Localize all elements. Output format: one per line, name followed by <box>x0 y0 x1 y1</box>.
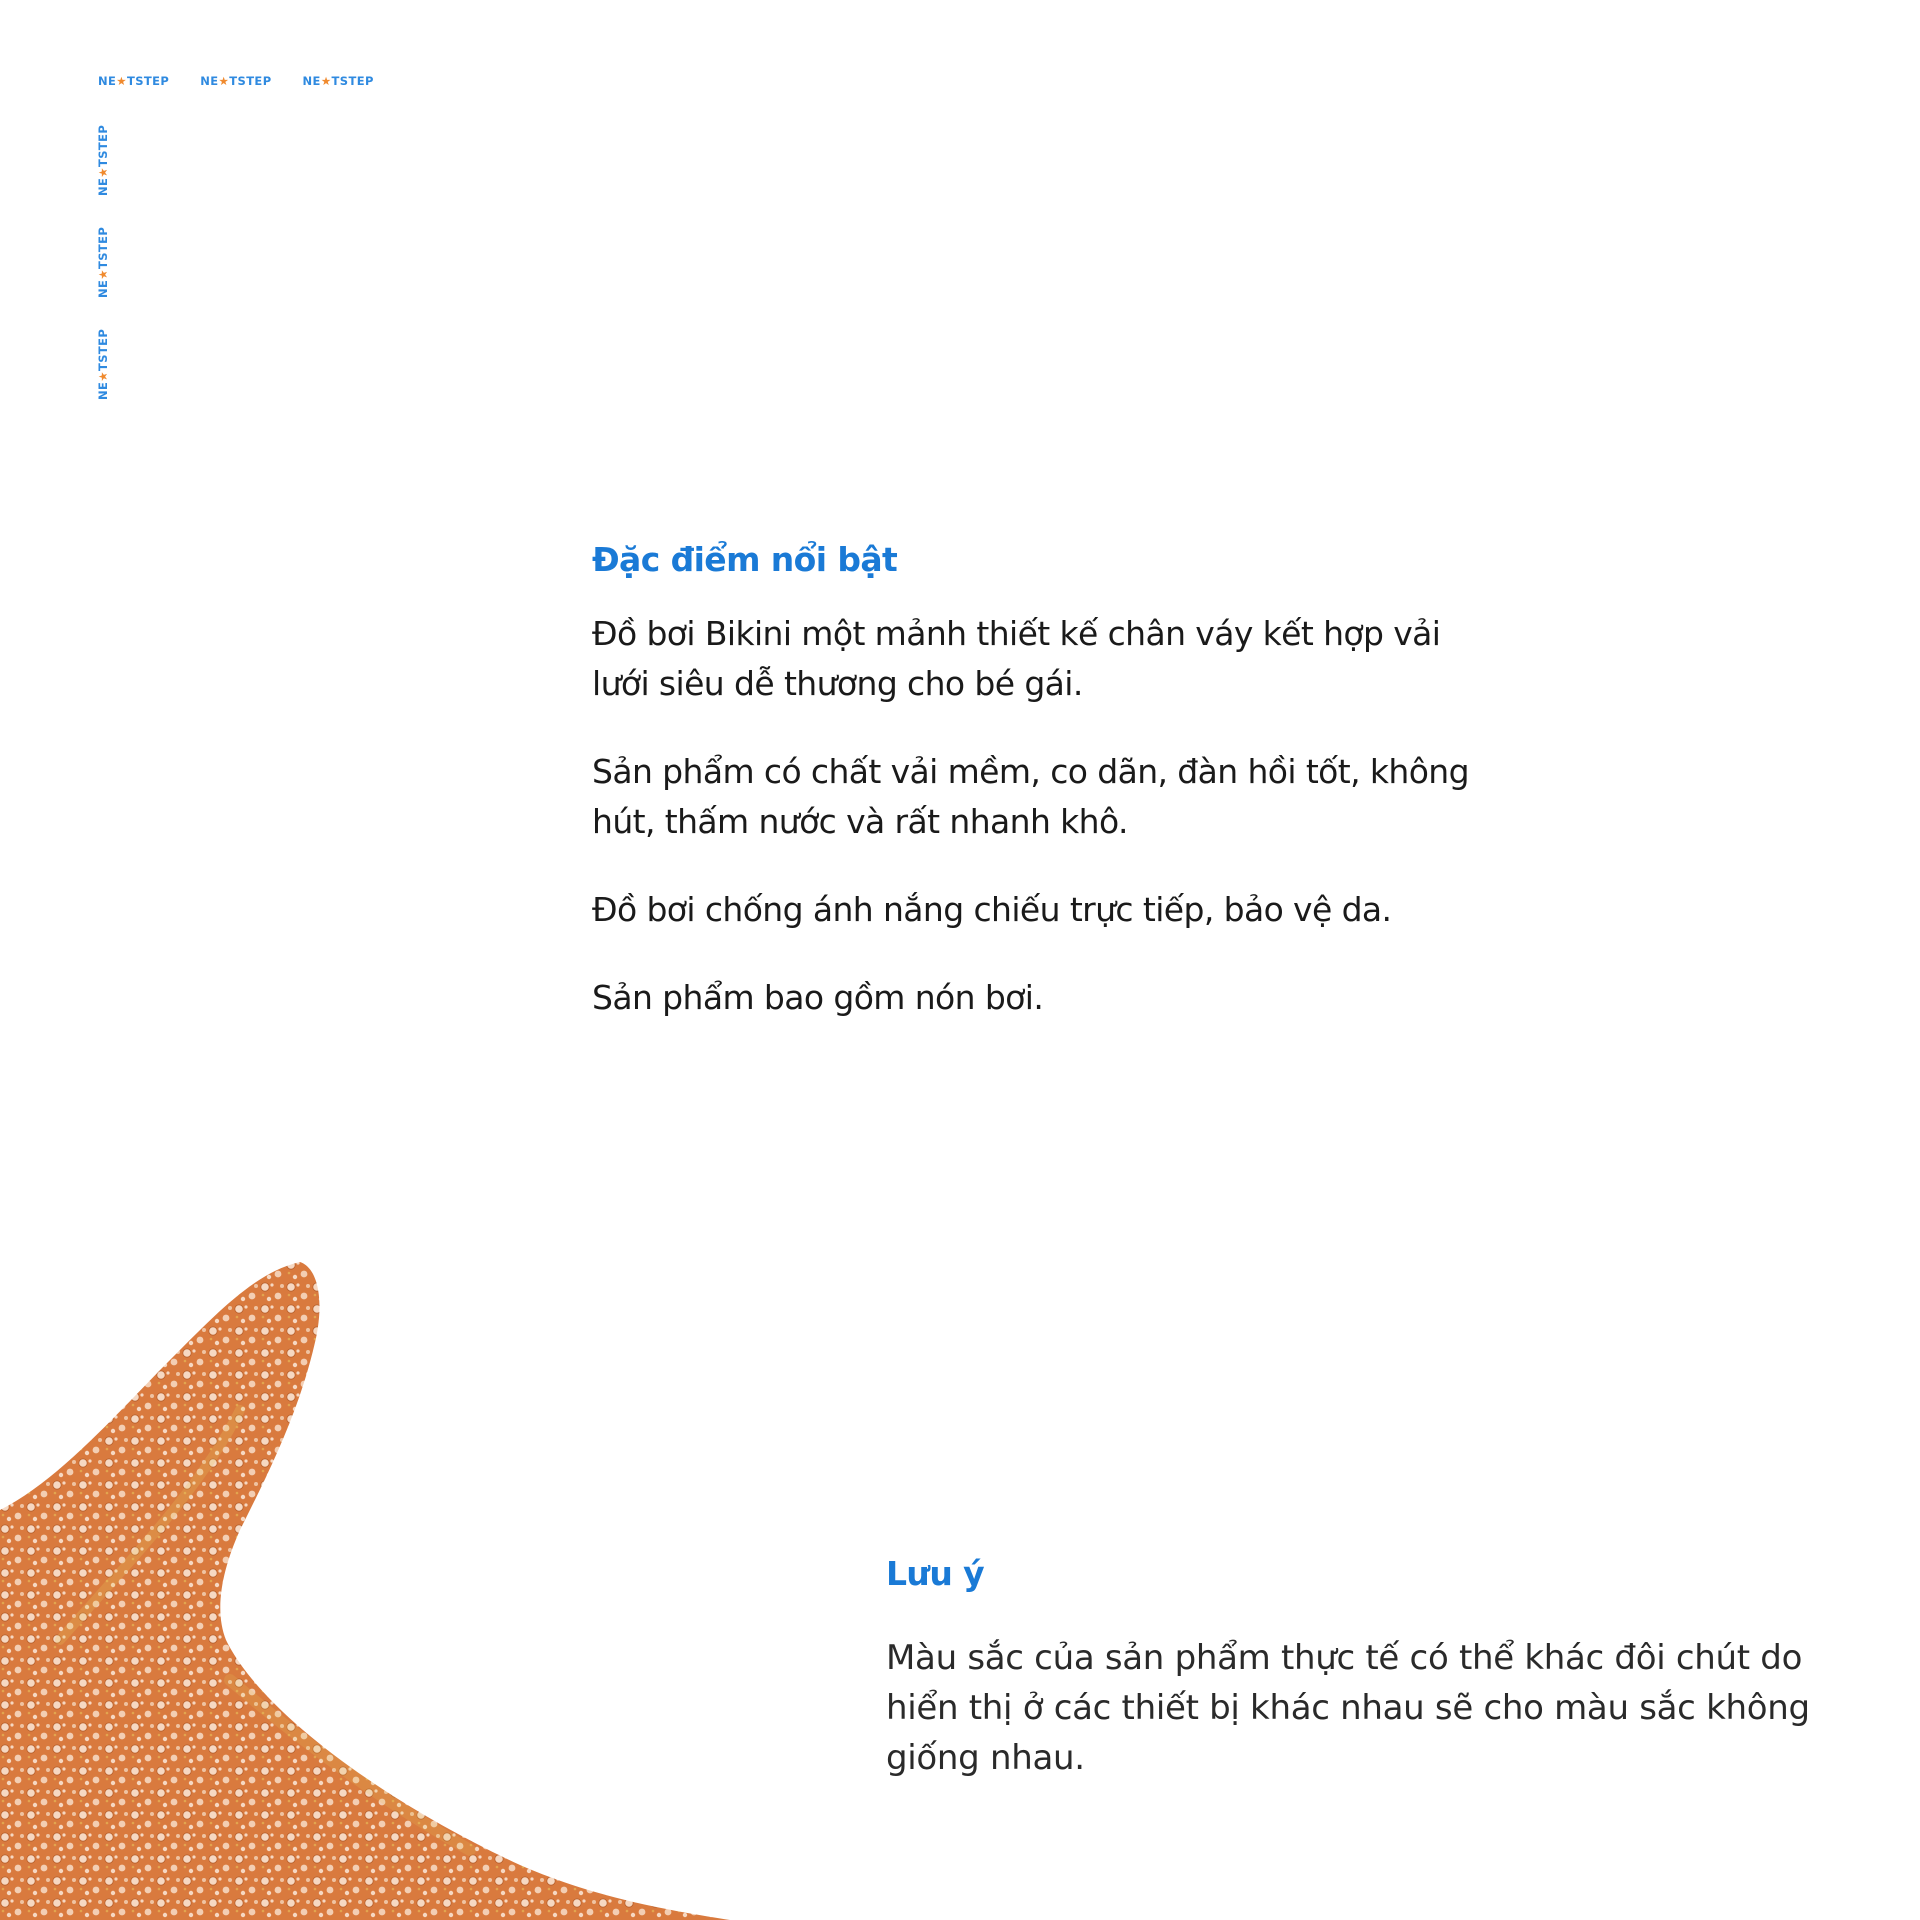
brand-logo: NE★TSTEP <box>96 124 110 196</box>
brand-logo: NE★TSTEP <box>98 74 170 88</box>
brand-column <box>98 118 114 408</box>
note-heading: Lưu ý <box>886 1554 985 1593</box>
features-heading: Đặc điểm nổi bật <box>592 540 898 579</box>
feature-item: Sản phẩm có chất vải mềm, co dãn, đàn hồi tốt, không hút, thấm nước và rất nhanh khô. <box>592 752 1469 841</box>
brand-logo: NE★TSTEP <box>200 74 272 88</box>
star-icon: ★ <box>320 74 332 88</box>
star-icon: ★ <box>96 371 110 382</box>
brand-row <box>98 76 374 88</box>
brand-logo: NE★TSTEP <box>96 328 110 400</box>
star-icon: ★ <box>96 269 110 280</box>
star-icon: ★ <box>218 74 230 88</box>
star-icon: ★ <box>116 74 127 88</box>
feature-item: Đồ bơi chống ánh nắng chiếu trực tiếp, bảo vệ da. <box>592 890 1392 929</box>
feature-item: Đồ bơi Bikini một mảnh thiết kế chân váy kết hợp vải lưới siêu dễ thương cho bé gái. <box>592 614 1441 703</box>
brand-logo: NE★TSTEP <box>302 74 374 88</box>
features-section <box>592 540 1492 1061</box>
brand-logo: NE★TSTEP <box>96 226 110 298</box>
note-text: Màu sắc của sản phẩm thực tế có thể khác đôi chút do hiển thị ở các thiết bị khác nhau sẽ cho màu sắc không giống nhau. <box>886 1638 1810 1778</box>
star-icon: ★ <box>96 167 110 178</box>
note-section <box>886 1554 1846 1821</box>
starfish-illustration <box>0 1260 730 1920</box>
feature-item: Sản phẩm bao gồm nón bơi. <box>592 978 1044 1017</box>
